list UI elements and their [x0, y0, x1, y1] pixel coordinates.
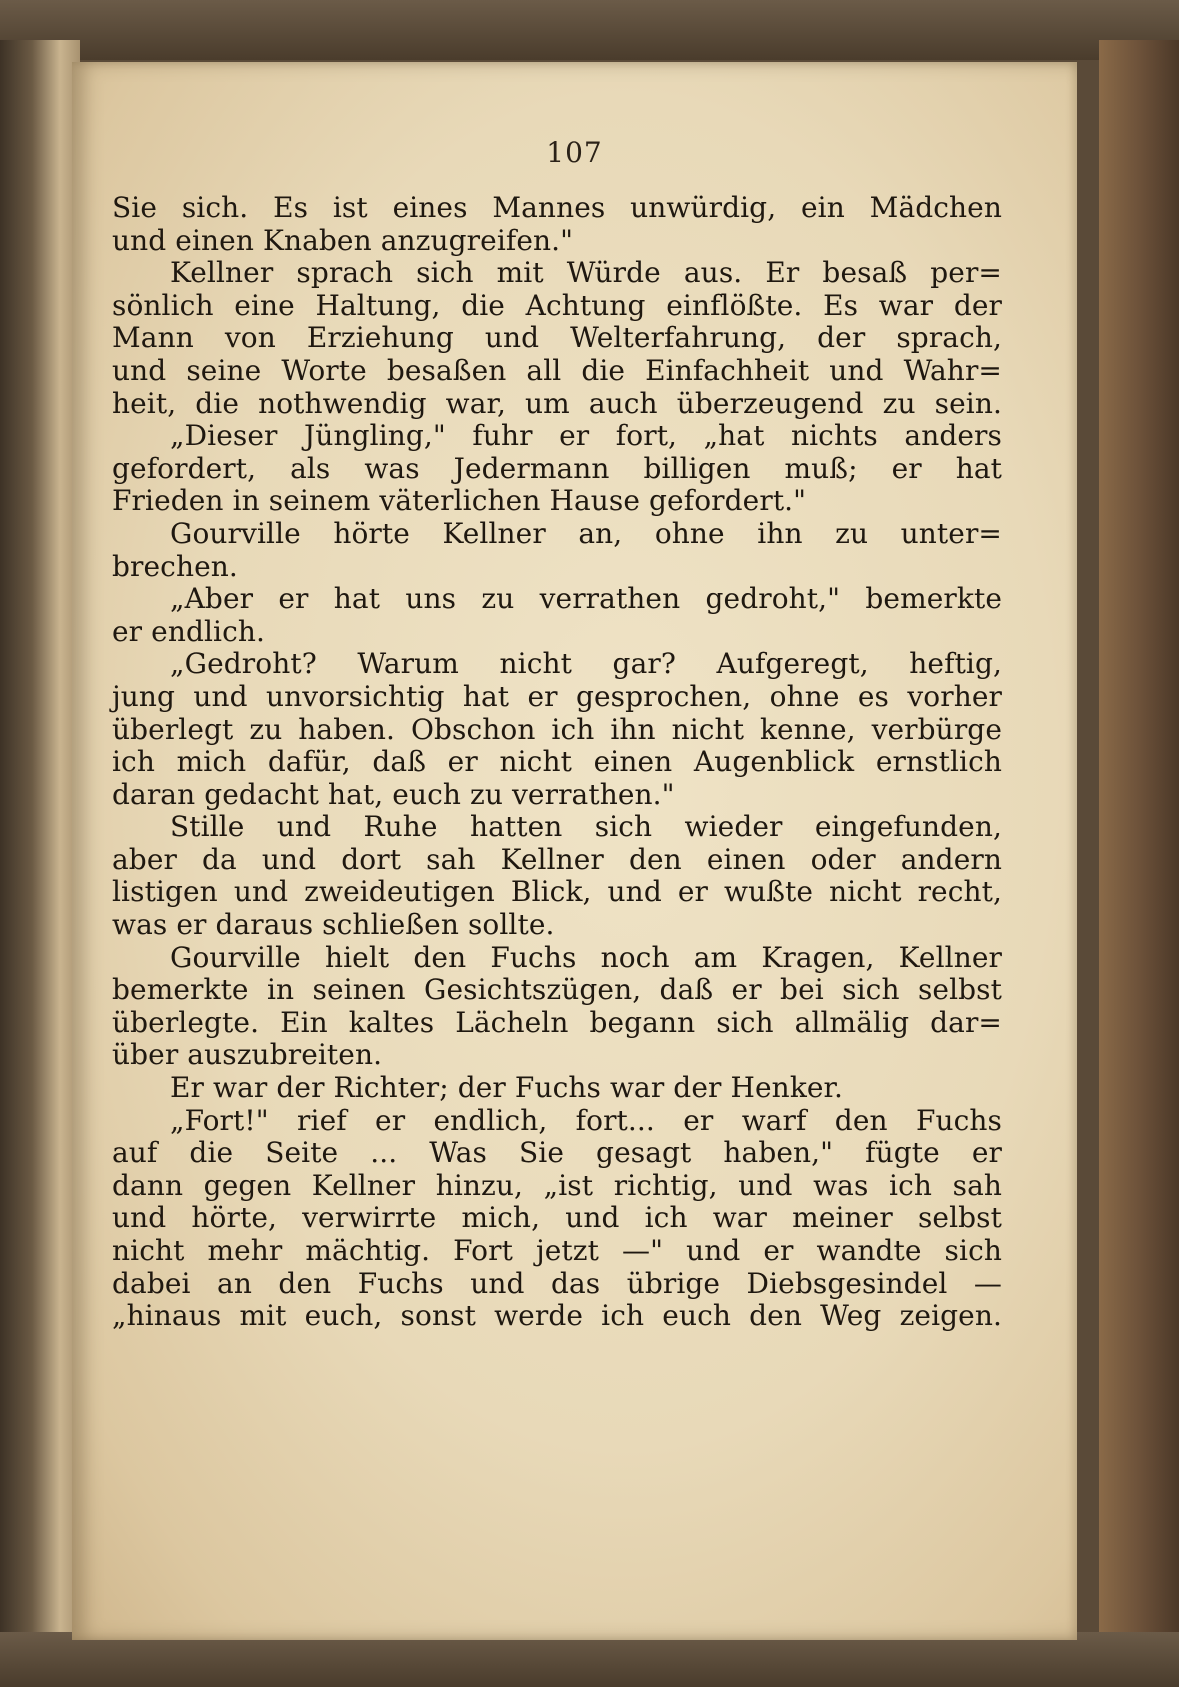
text-line: sönlich eine Haltung, die Achtung einflößte. Es war der [112, 288, 1002, 322]
text-line: und hörte, verwirrte mich, und ich war meiner selbst [112, 1201, 1002, 1235]
text-line: was er daraus schließen sollte. [112, 908, 555, 942]
text-line: überlegte. Ein kaltes Lächeln begann sich allmälig dar= [112, 1005, 1002, 1039]
text-line: bemerkte in seinen Gesichtszügen, daß er bei sich selbst [112, 973, 1002, 1007]
text-line: und seine Worte besaßen all die Einfachheit und Wahr= [112, 353, 1002, 387]
text-line: Mann von Erziehung und Welterfahrung, der sprach, [112, 321, 1002, 355]
text-line: auf die Seite ... Was Sie gesagt haben," fügte er [112, 1136, 1002, 1170]
text-line: Er war der Richter; der Fuchs war der Henker. [170, 1071, 843, 1105]
text-line: er endlich. [112, 614, 266, 648]
text-line: aber da und dort sah Kellner den einen oder andern [112, 842, 1002, 876]
text-line: daran gedacht hat, euch zu verrathen." [112, 777, 675, 811]
text-line: nicht mehr mächtig. Fort jetzt —" und er wandte sich [112, 1234, 1002, 1267]
text-line: „Aber er hat uns zu verrathen gedroht," bemerkte [170, 582, 1002, 616]
text-line: und einen Knaben anzugreifen." [112, 223, 574, 257]
text-line: „hinaus mit euch, sonst werde ich euch den Weg zeigen. [112, 1299, 1002, 1333]
book-cover-right [1099, 40, 1179, 1640]
book-cover-bottom [0, 1632, 1179, 1687]
text-line: Gourville hörte Kellner an, ohne ihn zu unter= [170, 516, 1002, 550]
text-line: „Gedroht? Warum nicht gar? Aufgeregt, heftig, [170, 647, 1002, 681]
text-line: „Dieser Jüngling," fuhr er fort, „hat nichts anders [170, 419, 1002, 453]
text-line: listigen und zweideutigen Blick, und er wußte nicht recht, [112, 875, 1002, 909]
text-line: ich mich dafür, daß er nicht einen Augenblick ernstlich [112, 745, 1002, 779]
text-line: Gourville hielt den Fuchs noch am Kragen, Kellner [170, 940, 1002, 974]
text-line: heit, die nothwendig war, um auch überzeugend zu sein. [112, 386, 1002, 420]
page-text [112, 192, 1002, 1333]
text-line: Sie sich. Es ist eines Mannes unwürdig, ein Mädchen [112, 191, 1002, 224]
book-spine-left [0, 40, 80, 1640]
book-cover-top [0, 0, 1179, 60]
text-line: dabei an den Fuchs und das übrige Diebsgesindel — [112, 1266, 1002, 1300]
page-number: 107 [546, 136, 603, 169]
text-line: jung und unvorsichtig hat er gesprochen, ohne es vorher [112, 679, 1002, 713]
text-line: gefordert, als was Jedermann billigen muß; er hat [112, 451, 1002, 485]
text-line: Kellner sprach sich mit Würde aus. Er besaß per= [170, 256, 1002, 290]
text-line: überlegt zu haben. Obschon ich ihn nicht kenne, verbürge [112, 712, 1002, 746]
book-page [72, 62, 1077, 1640]
text-line: über auszubreiten. [112, 1038, 383, 1072]
text-line: Frieden in seinem väterlichen Hause gefordert." [112, 484, 807, 518]
text-line: „Fort!" rief er endlich, fort... er warf den Fuchs [170, 1103, 1002, 1137]
text-line: brechen. [112, 549, 238, 583]
text-line: dann gegen Kellner hinzu, „ist richtig, und was ich sah [112, 1168, 1002, 1202]
text-line: Stille und Ruhe hatten sich wieder eingefunden, [170, 810, 1002, 844]
